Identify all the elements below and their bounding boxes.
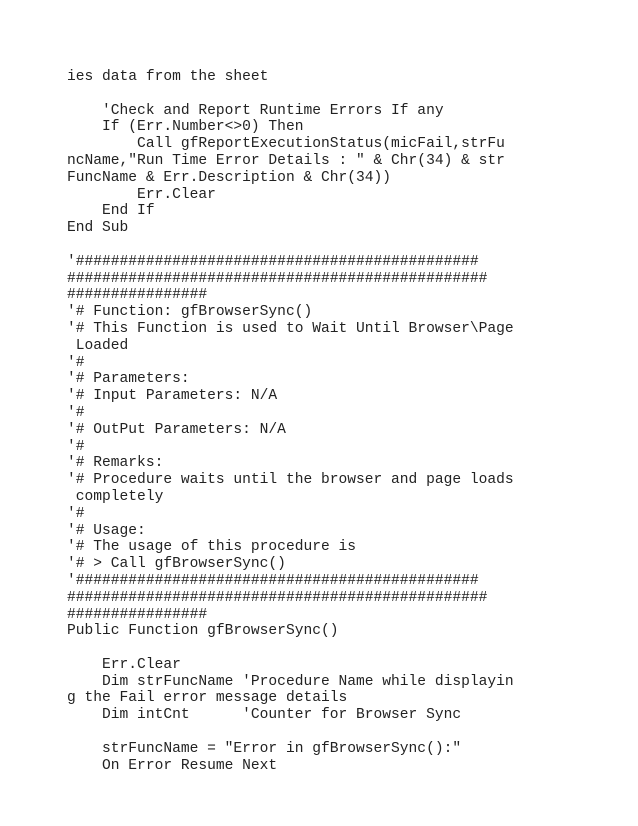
code-line: ies data from the sheet bbox=[67, 69, 269, 85]
code-line: '# bbox=[67, 505, 85, 522]
code-line: If (Err.Number<>0) Then bbox=[67, 119, 304, 136]
code-line: '# The usage of this procedure is bbox=[67, 539, 357, 556]
code-line: ncName,"Run Time Error Details : " & Chr(34) & str bbox=[67, 152, 505, 169]
code-line: Loaded bbox=[67, 337, 129, 354]
code-line: Public Function gfBrowserSync() bbox=[67, 623, 339, 640]
code-line: '# Remarks: bbox=[67, 455, 164, 472]
code-line: Call gfReportExecutionStatus(micFail,strFu bbox=[67, 136, 505, 153]
code-line: '# > Call gfBrowserSync() bbox=[67, 556, 286, 573]
code-line: '# Input Parameters: N/A bbox=[67, 388, 278, 405]
code-line: strFuncName = "Error in gfBrowserSync():" bbox=[67, 740, 462, 757]
code-line: '# OutPut Parameters: N/A bbox=[67, 421, 286, 438]
code-line: End If bbox=[67, 203, 155, 220]
code-line: On Error Resume Next bbox=[67, 757, 278, 774]
code-line: FuncName & Err.Description & Chr(34)) bbox=[67, 169, 392, 186]
code-line: ################################################ bbox=[67, 589, 488, 606]
code-line: Err.Clear bbox=[67, 656, 181, 673]
code-line: ################ bbox=[67, 606, 208, 623]
code-line bbox=[67, 237, 627, 254]
code-line: '# Usage: bbox=[67, 522, 146, 539]
code-line: Dim intCnt 'Counter for Browser Sync bbox=[67, 707, 462, 724]
code-line: 'Check and Report Runtime Errors If any bbox=[67, 102, 444, 119]
code-line: '############################################## bbox=[67, 572, 479, 589]
code-line: Dim strFuncName 'Procedure Name while displayin bbox=[67, 673, 514, 690]
code-line: Err.Clear bbox=[67, 186, 216, 203]
code-line: '############################################## bbox=[67, 253, 479, 270]
code-line bbox=[67, 86, 627, 103]
code-line: '# Function: gfBrowserSync() bbox=[67, 304, 313, 321]
code-line: ################################################ bbox=[67, 270, 488, 287]
code-line: '# bbox=[67, 438, 85, 455]
code-line: End Sub bbox=[67, 220, 129, 237]
code-line: completely bbox=[67, 488, 164, 505]
code-line: '# bbox=[67, 404, 85, 421]
code-line: '# This Function is used to Wait Until Browser\Page bbox=[67, 320, 514, 337]
code-line: ################ bbox=[67, 287, 208, 304]
code-line bbox=[67, 724, 627, 741]
code-line: '# Procedure waits until the browser and page loads bbox=[67, 472, 514, 489]
code-line: g the Fail error message details bbox=[67, 690, 348, 707]
code-line bbox=[67, 640, 627, 657]
code-line: '# Parameters: bbox=[67, 371, 190, 388]
code-listing bbox=[67, 69, 627, 774]
code-line: '# bbox=[67, 354, 85, 371]
